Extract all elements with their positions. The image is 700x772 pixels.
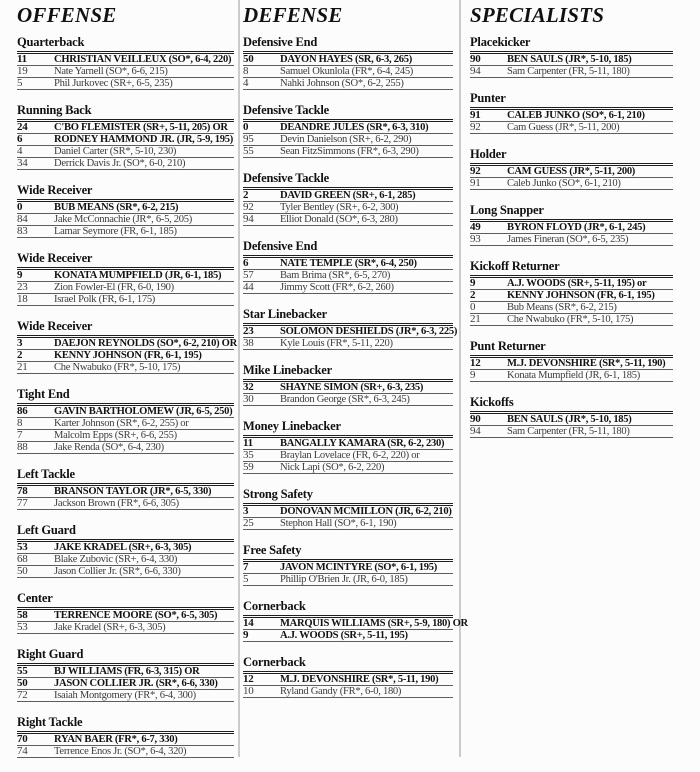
position-name: Defensive End [243, 240, 453, 258]
player-name: CHRISTIAN VEILLEUX (SO*, 6-4, 220) [54, 53, 232, 65]
player-number: 68 [17, 553, 28, 565]
player-number: 12 [243, 673, 254, 685]
player-row [470, 122, 673, 134]
player-number: 21 [17, 361, 28, 373]
player-name: CAM GUESS (JR*, 5-11, 200) [507, 165, 636, 177]
position-name: Cornerback [243, 656, 453, 674]
player-name: Daniel Carter (SR*, 5-10, 230) [54, 145, 177, 157]
player-name: DONOVAN MCMILLON (JR, 6-2, 210) [280, 505, 452, 517]
player-name: Lamar Seymore (FR, 6-1, 185) [54, 225, 177, 237]
player-name: Stephon Hall (SO*, 6-1, 190) [280, 517, 397, 529]
player-name: Sam Carpenter (FR, 5-11, 180) [507, 425, 630, 437]
player-name: M.J. DEVONSHIRE (SR*, 5-11, 190) [507, 357, 666, 369]
position-group [17, 648, 234, 702]
player-name: Derrick Davis Jr. (SO*, 6-0, 210) [54, 157, 186, 169]
player-name: JASON COLLIER JR. (SR*, 6-6, 330) [54, 677, 218, 689]
specialists-column [470, 0, 673, 452]
player-number: 32 [243, 381, 254, 393]
player-name: Phillip O'Brien Jr. (JR, 6-0, 185) [280, 573, 408, 585]
position-group [17, 319, 237, 374]
player-number: 23 [243, 325, 254, 337]
player-number: 18 [17, 293, 28, 305]
player-row [17, 294, 234, 306]
position-name: Tight End [17, 388, 234, 406]
player-name: Che Nwabuko (FR*, 5-10, 175) [54, 361, 181, 373]
player-number: 4 [243, 77, 249, 89]
player-number: 50 [243, 53, 254, 65]
player-number: 19 [17, 65, 28, 77]
player-name: Terrence Enos Jr. (SO*, 6-4, 320) [54, 745, 187, 757]
player-name: C'BO FLEMISTER (SR+, 5-11, 205) OR [54, 121, 228, 133]
player-number: 0 [17, 201, 23, 213]
position-group [243, 240, 453, 294]
position-group [243, 656, 453, 698]
player-number: 6 [17, 133, 23, 145]
player-name: Elliot Donald (SO*, 6-3, 280) [280, 213, 398, 225]
specialists-groups [470, 36, 673, 438]
position-group [470, 36, 673, 78]
position-name: Punt Returner [470, 340, 673, 358]
player-number: 2 [243, 189, 249, 201]
player-number: 10 [243, 685, 254, 697]
player-row [243, 686, 453, 698]
position-group [243, 420, 453, 474]
player-name: SHAYNE SIMON (SR+, 6-3, 235) [280, 381, 424, 393]
position-group [17, 468, 234, 510]
position-name: Free Safety [243, 544, 453, 562]
player-number: 23 [17, 281, 28, 293]
position-group [470, 148, 673, 190]
player-number: 49 [470, 221, 481, 233]
player-row [17, 158, 234, 170]
position-name: Left Guard [17, 524, 234, 542]
player-name: Braylan Lovelace (FR, 6-2, 220) or [280, 449, 420, 461]
player-name: James Fineran (SO*, 6-5, 235) [507, 233, 629, 245]
position-group [243, 307, 458, 350]
player-name: Karter Johnson (SR*, 6-2, 255) or [54, 417, 189, 429]
position-group [470, 92, 673, 134]
player-number: 5 [17, 77, 23, 89]
player-name: RYAN BAER (FR*, 6-7, 330) [54, 733, 178, 745]
position-name: Wide Receiver [17, 320, 234, 338]
position-name: Cornerback [243, 600, 453, 618]
position-group [470, 340, 673, 382]
player-name: BANGALLY KAMARA (SR, 6-2, 230) [280, 437, 445, 449]
player-name: Sam Carpenter (FR, 5-11, 180) [507, 65, 630, 77]
player-name: DAEJON REYNOLDS (SO*, 6-2, 210) OR [54, 337, 237, 349]
player-number: 11 [17, 53, 27, 65]
player-number: 92 [470, 121, 481, 133]
player-number: 86 [17, 405, 28, 417]
position-name: Star Linebacker [243, 308, 453, 326]
player-number: 21 [470, 313, 481, 325]
position-group [17, 36, 234, 90]
position-name: Kickoff Returner [470, 260, 673, 278]
player-name: JAVON MCINTYRE (SO*, 6-1, 195) [280, 561, 437, 573]
player-row [243, 630, 453, 642]
player-number: 3 [243, 505, 249, 517]
position-group [243, 488, 453, 530]
player-number: 78 [17, 485, 28, 497]
position-group [470, 396, 673, 438]
player-name: BYRON FLOYD (JR*, 6-1, 245) [507, 221, 646, 233]
player-row [243, 214, 453, 226]
position-group [17, 184, 234, 238]
player-name: BUB MEANS (SR*, 6-2, 215) [54, 201, 179, 213]
position-group [470, 204, 673, 246]
player-name: Bub Means (SR*, 6-2, 215) [507, 301, 617, 313]
position-name: Center [17, 592, 234, 610]
player-name: NATE TEMPLE (SR*, 6-4, 250) [280, 257, 417, 269]
player-name: M.J. DEVONSHIRE (SR*, 5-11, 190) [280, 673, 439, 685]
player-name: Cam Guess (JR*, 5-11, 200) [507, 121, 620, 133]
player-number: 88 [17, 441, 28, 453]
defense-title: DEFENSE [243, 3, 343, 27]
player-name: Isaiah Montgomery (FR*, 6-4, 300) [54, 689, 196, 701]
player-name: CALEB JUNKO (SO*, 6-1, 210) [507, 109, 645, 121]
player-number: 90 [470, 413, 481, 425]
player-name: Blake Zubovic (SR+, 6-4, 330) [54, 553, 178, 565]
player-number: 2 [17, 349, 23, 361]
player-number: 14 [243, 617, 254, 629]
player-name: Samuel Okunlola (FR*, 6-4, 245) [280, 65, 414, 77]
player-number: 53 [17, 621, 28, 633]
position-group [243, 104, 453, 158]
player-row [243, 518, 453, 530]
player-name: SOLOMON DESHIELDS (JR*, 6-3, 225) [280, 325, 458, 337]
player-number: 94 [470, 65, 481, 77]
player-name: Devin Danielson (SR+, 6-2, 290) [280, 133, 412, 145]
player-name: DAYON HAYES (SR, 6-3, 265) [280, 53, 412, 65]
player-row [470, 66, 673, 78]
position-name: Money Linebacker [243, 420, 453, 438]
player-number: 72 [17, 689, 28, 701]
position-name: Punter [470, 92, 673, 110]
player-name: Jake McConnachie (JR*, 6-5, 205) [54, 213, 193, 225]
position-name: Long Snapper [470, 204, 673, 222]
player-number: 55 [17, 665, 28, 677]
player-row [243, 574, 453, 586]
player-row [17, 498, 234, 510]
player-number: 4 [17, 145, 23, 157]
offense-title: OFFENSE [17, 3, 117, 27]
player-name: Brandon George (SR*, 6-3, 245) [280, 393, 410, 405]
player-name: TERRENCE MOORE (SO*, 6-5, 305) [54, 609, 218, 621]
player-number: 8 [243, 65, 249, 77]
player-row [17, 226, 234, 238]
player-row [17, 690, 234, 702]
player-number: 95 [243, 133, 254, 145]
player-name: DAVID GREEN (SR+, 6-1, 285) [280, 189, 416, 201]
position-name: Left Tackle [17, 468, 234, 486]
player-number: 34 [17, 157, 28, 169]
player-row [17, 622, 234, 634]
player-row [470, 426, 673, 438]
position-name: Running Back [17, 104, 234, 122]
offense-column [17, 0, 237, 772]
player-row [17, 442, 234, 454]
player-number: 93 [470, 233, 481, 245]
player-number: 0 [470, 301, 476, 313]
position-name: Right Guard [17, 648, 234, 666]
position-name: Right Tackle [17, 716, 234, 734]
player-name: Jake Kradel (SR+, 6-3, 305) [54, 621, 166, 633]
player-name: Jackson Brown (FR*, 6-6, 305) [54, 497, 179, 509]
defense-groups [243, 35, 468, 698]
position-name: Holder [470, 148, 673, 166]
player-number: 9 [243, 629, 249, 641]
player-number: 94 [470, 425, 481, 437]
player-number: 9 [470, 277, 476, 289]
player-name: Konata Mumpfield (JR, 6-1, 185) [507, 369, 641, 381]
player-row [243, 394, 453, 406]
player-row [243, 146, 453, 158]
player-number: 90 [470, 53, 481, 65]
player-row [243, 78, 453, 90]
position-group [17, 592, 234, 634]
player-row [17, 746, 234, 758]
position-group [243, 36, 453, 90]
player-name: Nahki Johnson (SO*, 6-2, 255) [280, 77, 404, 89]
position-group [243, 544, 453, 586]
specialists-title: SPECIALISTS [470, 3, 605, 27]
player-name: Israel Polk (FR, 6-1, 175) [54, 293, 156, 305]
player-name: RODNEY HAMMOND JR. (JR, 5-9, 195) [54, 133, 233, 145]
position-group [17, 716, 234, 758]
player-number: 0 [243, 121, 249, 133]
player-name: DEANDRE JULES (SR*, 6-3, 310) [280, 121, 429, 133]
position-name: Strong Safety [243, 488, 453, 506]
player-name: Caleb Junko (SO*, 6-1, 210) [507, 177, 621, 189]
player-number: 35 [243, 449, 254, 461]
player-name: Jason Collier Jr. (SR*, 6-6, 330) [54, 565, 181, 577]
player-row [17, 566, 234, 578]
player-number: 84 [17, 213, 28, 225]
player-number: 5 [243, 573, 249, 585]
position-name: Wide Receiver [17, 252, 234, 270]
player-name: Che Nwabuko (FR*, 5-10, 175) [507, 313, 634, 325]
player-number: 74 [17, 745, 28, 757]
defense-column [243, 0, 468, 712]
position-name: Mike Linebacker [243, 364, 453, 382]
player-name: Tyler Bentley (SR+, 6-2, 300) [280, 201, 399, 213]
player-number: 94 [243, 213, 254, 225]
offense-groups [17, 35, 237, 758]
player-name: Ryland Gandy (FR*, 6-0, 180) [280, 685, 402, 697]
player-number: 55 [243, 145, 254, 157]
player-name: Nick Lapi (SO*, 6-2, 220) [280, 461, 385, 473]
player-number: 57 [243, 269, 254, 281]
player-number: 8 [17, 417, 23, 429]
player-number: 92 [470, 165, 481, 177]
player-number: 50 [17, 677, 28, 689]
player-number: 12 [470, 357, 481, 369]
player-number: 44 [243, 281, 254, 293]
player-number: 2 [470, 289, 476, 301]
player-number: 24 [17, 121, 28, 133]
position-name: Defensive End [243, 36, 453, 54]
player-name: Sean FitzSimmons (FR*, 6-3, 290) [280, 145, 419, 157]
player-name: Malcolm Epps (SR+, 6-6, 255) [54, 429, 177, 441]
player-number: 9 [17, 269, 23, 281]
player-row [243, 282, 453, 294]
player-name: JAKE KRADEL (SR+, 6-3, 305) [54, 541, 192, 553]
position-group [17, 388, 234, 454]
player-row [470, 234, 673, 246]
position-name: Kickoffs [470, 396, 673, 414]
player-row [470, 370, 673, 382]
player-row [470, 178, 673, 190]
player-name: Kyle Louis (FR*, 5-11, 220) [280, 337, 393, 349]
player-number: 38 [243, 337, 254, 349]
position-group [17, 252, 234, 306]
player-number: 77 [17, 497, 28, 509]
position-name: Defensive Tackle [243, 104, 453, 122]
player-number: 91 [470, 177, 481, 189]
player-number: 59 [243, 461, 254, 473]
player-name: GAVIN BARTHOLOMEW (JR, 6-5, 250) [54, 405, 233, 417]
position-name: Wide Receiver [17, 184, 234, 202]
player-name: KENNY JOHNSON (FR, 6-1, 195) [507, 289, 655, 301]
position-group [243, 172, 453, 226]
player-number: 83 [17, 225, 28, 237]
player-name: BJ WILLIAMS (FR, 6-3, 315) OR [54, 665, 200, 677]
player-number: 11 [243, 437, 253, 449]
player-number: 70 [17, 733, 28, 745]
player-number: 53 [17, 541, 28, 553]
player-row [17, 78, 234, 90]
column-divider [238, 0, 240, 757]
position-group [17, 104, 234, 170]
player-row [243, 338, 453, 350]
player-number: 7 [243, 561, 249, 573]
player-number: 50 [17, 565, 28, 577]
position-group [243, 364, 453, 406]
player-number: 9 [470, 369, 476, 381]
player-name: Jake Renda (SO*, 6-4, 230) [54, 441, 164, 453]
player-row [17, 362, 234, 374]
player-number: 25 [243, 517, 254, 529]
player-number: 6 [243, 257, 249, 269]
position-name: Quarterback [17, 36, 234, 54]
position-group [17, 524, 234, 578]
player-row [470, 314, 673, 326]
player-name: Phil Jurkovec (SR+, 6-5, 235) [54, 77, 173, 89]
position-name: Placekicker [470, 36, 673, 54]
player-number: 7 [17, 429, 23, 441]
player-number: 91 [470, 109, 481, 121]
position-group [243, 599, 468, 642]
player-name: MARQUIS WILLIAMS (SR+, 5-9, 180) OR [280, 617, 468, 629]
player-name: Bam Brima (SR*, 6-5, 270) [280, 269, 391, 281]
player-number: 30 [243, 393, 254, 405]
player-name: BEN SAULS (JR*, 5-10, 185) [507, 53, 632, 65]
player-number: 3 [17, 337, 23, 349]
position-group [470, 260, 673, 326]
player-name: KENNY JOHNSON (FR, 6-1, 195) [54, 349, 202, 361]
player-row [243, 462, 453, 474]
player-number: 92 [243, 201, 254, 213]
column-divider [459, 0, 461, 757]
player-name: KONATA MUMPFIELD (JR, 6-1, 185) [54, 269, 222, 281]
player-name: A.J. WOODS (SR+, 5-11, 195) [280, 629, 408, 641]
player-number: 58 [17, 609, 28, 621]
player-name: Nate Yarnell (SO*, 6-6, 215) [54, 65, 168, 77]
player-name: Jimmy Scott (FR*, 6-2, 260) [280, 281, 394, 293]
position-name: Defensive Tackle [243, 172, 453, 190]
player-name: A.J. WOODS (SR+, 5-11, 195) or [507, 277, 647, 289]
player-name: Zion Fowler-El (FR, 6-0, 190) [54, 281, 174, 293]
player-name: BEN SAULS (JR*, 5-10, 185) [507, 413, 632, 425]
player-name: BRANSON TAYLOR (JR*, 6-5, 330) [54, 485, 212, 497]
